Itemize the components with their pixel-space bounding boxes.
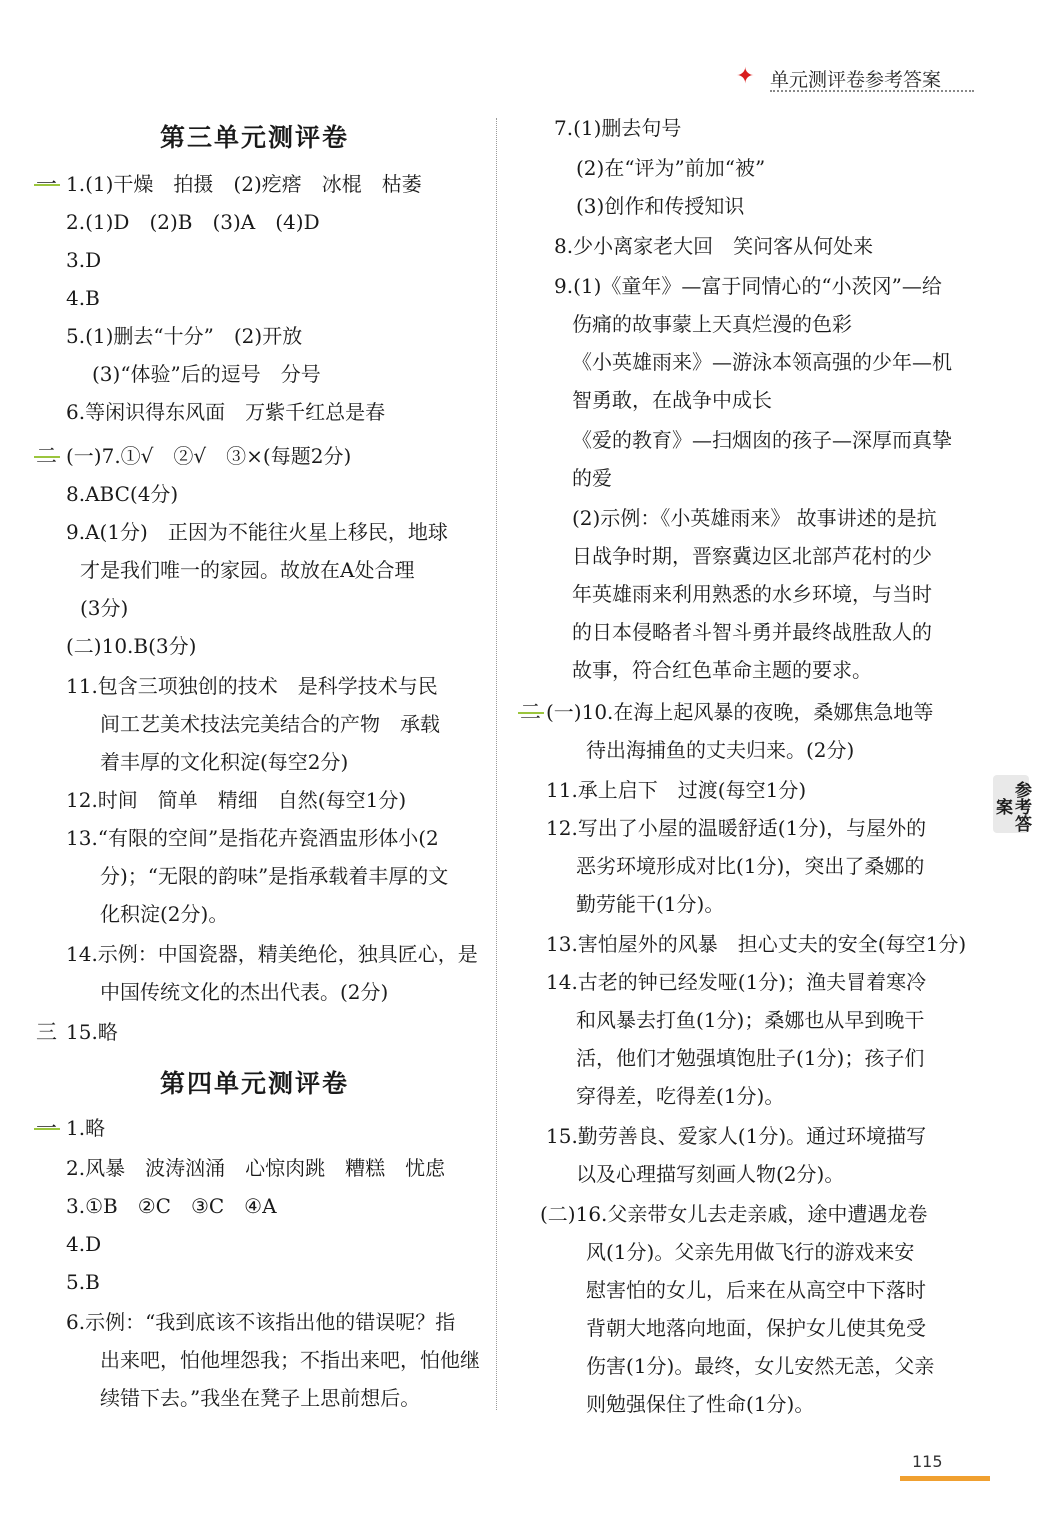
- answer-line: 待出海捕鱼的丈夫归来。(2分): [586, 738, 855, 762]
- header-underline: [770, 90, 974, 92]
- page-number-bar: [900, 1476, 990, 1481]
- answer-line: 年英雄雨来利用熟悉的水乡环境，与当时: [572, 582, 932, 606]
- answer-line: 3.D: [66, 248, 102, 272]
- answer-line: 4.B: [66, 286, 100, 310]
- answer-line: 续错下去。”我坐在凳子上思前想后。: [100, 1386, 421, 1410]
- answer-line: 风(1分)。父亲先用做飞行的游戏来安: [586, 1240, 915, 1264]
- answer-line: 的爱: [572, 466, 612, 490]
- answer-line: 穿得差，吃得差(1分)。: [576, 1084, 785, 1108]
- answer-line: 日战争时期，晋察冀边区北部芦花村的少: [572, 544, 932, 568]
- answer-line: (3)创作和传授知识: [576, 194, 745, 218]
- answer-line: 伤痛的故事蒙上天真烂漫的色彩: [572, 312, 852, 336]
- answer-line: (二)10.B(3分): [66, 634, 197, 658]
- answer-line: 7.(1)删去句号: [554, 116, 682, 140]
- answer-line: 11.包含三项独创的技术 是科学技术与民: [66, 674, 438, 698]
- answer-line: 11.承上启下 过渡(每空1分): [546, 778, 807, 802]
- answer-line: 背朝大地落向地面，保护女儿使其免受: [586, 1316, 926, 1340]
- answer-line: 12.时间 简单 精细 自然(每空1分): [66, 788, 407, 812]
- answer-line: 6.等闲识得东风面 万紫千红总是春: [66, 400, 386, 424]
- answer-line: 的日本侵略者斗智斗勇并最终战胜敌人的: [572, 620, 932, 644]
- answer-line: 中国传统文化的杰出代表。(2分): [100, 980, 389, 1004]
- page-header: [736, 60, 976, 94]
- answer-line: 1.略: [66, 1116, 106, 1140]
- answer-line: 14.示例：中国瓷器，精美绝伦，独具匠心，是: [66, 942, 478, 966]
- answer-line: 4.D: [66, 1232, 102, 1256]
- answer-line: 1.(1)干燥 拍摄 (2)疙瘩 冰棍 枯萎: [66, 172, 422, 196]
- header-title: 单元测评卷参考答案: [770, 69, 942, 91]
- side-tab: 参考答案: [993, 775, 1029, 833]
- column-divider: [496, 118, 497, 1410]
- answer-line: (3分): [80, 596, 129, 620]
- answer-line: 慰害怕的女儿，后来在从高空中下落时: [586, 1278, 926, 1302]
- answer-line: 14.古老的钟已经发哑(1分)；渔夫冒着寒冷: [546, 970, 927, 994]
- answer-line: 活，他们才勉强填饱肚子(1分)；孩子们: [576, 1046, 925, 1070]
- answer-line: 则勉强保住了性命(1分)。: [586, 1392, 815, 1416]
- answer-line: 着丰厚的文化积淀(每空2分): [100, 750, 349, 774]
- answer-line: 15.略: [66, 1020, 118, 1044]
- answer-line: 8.少小离家老大回 笑问客从何处来: [554, 234, 874, 258]
- answer-line: 9.(1)《童年》—富于同情心的“小茨冈”—给: [554, 274, 942, 298]
- answer-line: (一)7.①√ ②√ ③×(每题2分): [66, 444, 352, 468]
- answer-line: 13.害怕屋外的风暴 担心丈夫的安全(每空1分): [546, 932, 967, 956]
- section-title-unit4: 第四单元测评卷: [160, 1069, 350, 1098]
- answer-line: 以及心理描写刻画人物(2分)。: [576, 1162, 845, 1186]
- part-label: 一: [36, 1116, 57, 1140]
- answer-line: 才是我们唯一的家园。故放在A处合理: [80, 558, 415, 582]
- answer-line: 5.B: [66, 1270, 100, 1294]
- part-label: 二: [36, 444, 57, 468]
- section-title-unit3: 第三单元测评卷: [160, 123, 350, 152]
- part-label: 三: [36, 1020, 57, 1044]
- answer-line: 12.写出了小屋的温暖舒适(1分)，与屋外的: [546, 816, 927, 840]
- answer-line: 15.勤劳善良、爱家人(1分)。通过环境描写: [546, 1124, 927, 1148]
- answer-line: 恶劣环境形成对比(1分)，突出了桑娜的: [576, 854, 925, 878]
- answer-line: 13.“有限的空间”是指花卉瓷酒盅形体小(2: [66, 826, 439, 850]
- answer-line: (3)“体验”后的逗号 分号: [92, 362, 321, 386]
- answer-line: 间工艺美术技法完美结合的产物 承载: [100, 712, 440, 736]
- answer-line: 勤劳能干(1分)。: [576, 892, 725, 916]
- answer-line: 5.(1)删去“十分” (2)开放: [66, 324, 303, 348]
- answer-line: 和风暴去打鱼(1分)；桑娜也从早到晚干: [576, 1008, 925, 1032]
- answer-line: 3.①B ②C ③C ④A: [66, 1194, 277, 1218]
- answer-line: 2.(1)D (2)B (3)A (4)D: [66, 210, 320, 234]
- answer-line: 8.ABC(4分): [66, 482, 179, 506]
- answer-line: 分)；“无限的韵味”是指承载着丰厚的文: [100, 864, 449, 888]
- answer-line: 《小英雄雨来》—游泳本领高强的少年—机: [572, 350, 952, 374]
- answer-line: (2)示例：《小英雄雨来》 故事讲述的是抗: [572, 506, 937, 530]
- page-number: 115: [912, 1452, 943, 1471]
- answer-line: 出来吧，怕他埋怨我；不指出来吧，怕他继: [100, 1348, 480, 1372]
- answer-line: 伤害(1分)。最终，女儿安然无恙，父亲: [586, 1354, 935, 1378]
- answer-line: 2.风暴 波涛汹涌 心惊肉跳 糟糕 忧虑: [66, 1156, 446, 1180]
- answer-line: 6.示例：“我到底该不该指出他的错误呢？指: [66, 1310, 456, 1334]
- star-icon: ✦: [736, 64, 755, 89]
- answer-line: (二)16.父亲带女儿去走亲戚，途中遭遇龙卷: [540, 1202, 928, 1226]
- answer-line: 故事，符合红色革命主题的要求。: [572, 658, 872, 682]
- answer-line: 9.A(1分) 正因为不能往火星上移民，地球: [66, 520, 448, 544]
- answer-line: 化积淀(2分)。: [100, 902, 229, 926]
- part-label: 二: [520, 700, 541, 724]
- answer-line: 《爱的教育》—扫烟囱的孩子—深厚而真挚: [572, 428, 952, 452]
- answer-line: (2)在“评为”前加“被”: [576, 156, 766, 180]
- answer-line: (一)10.在海上起风暴的夜晚，桑娜焦急地等: [546, 700, 934, 724]
- part-label: 一: [36, 172, 57, 196]
- answer-line: 智勇敢，在战争中成长: [572, 388, 772, 412]
